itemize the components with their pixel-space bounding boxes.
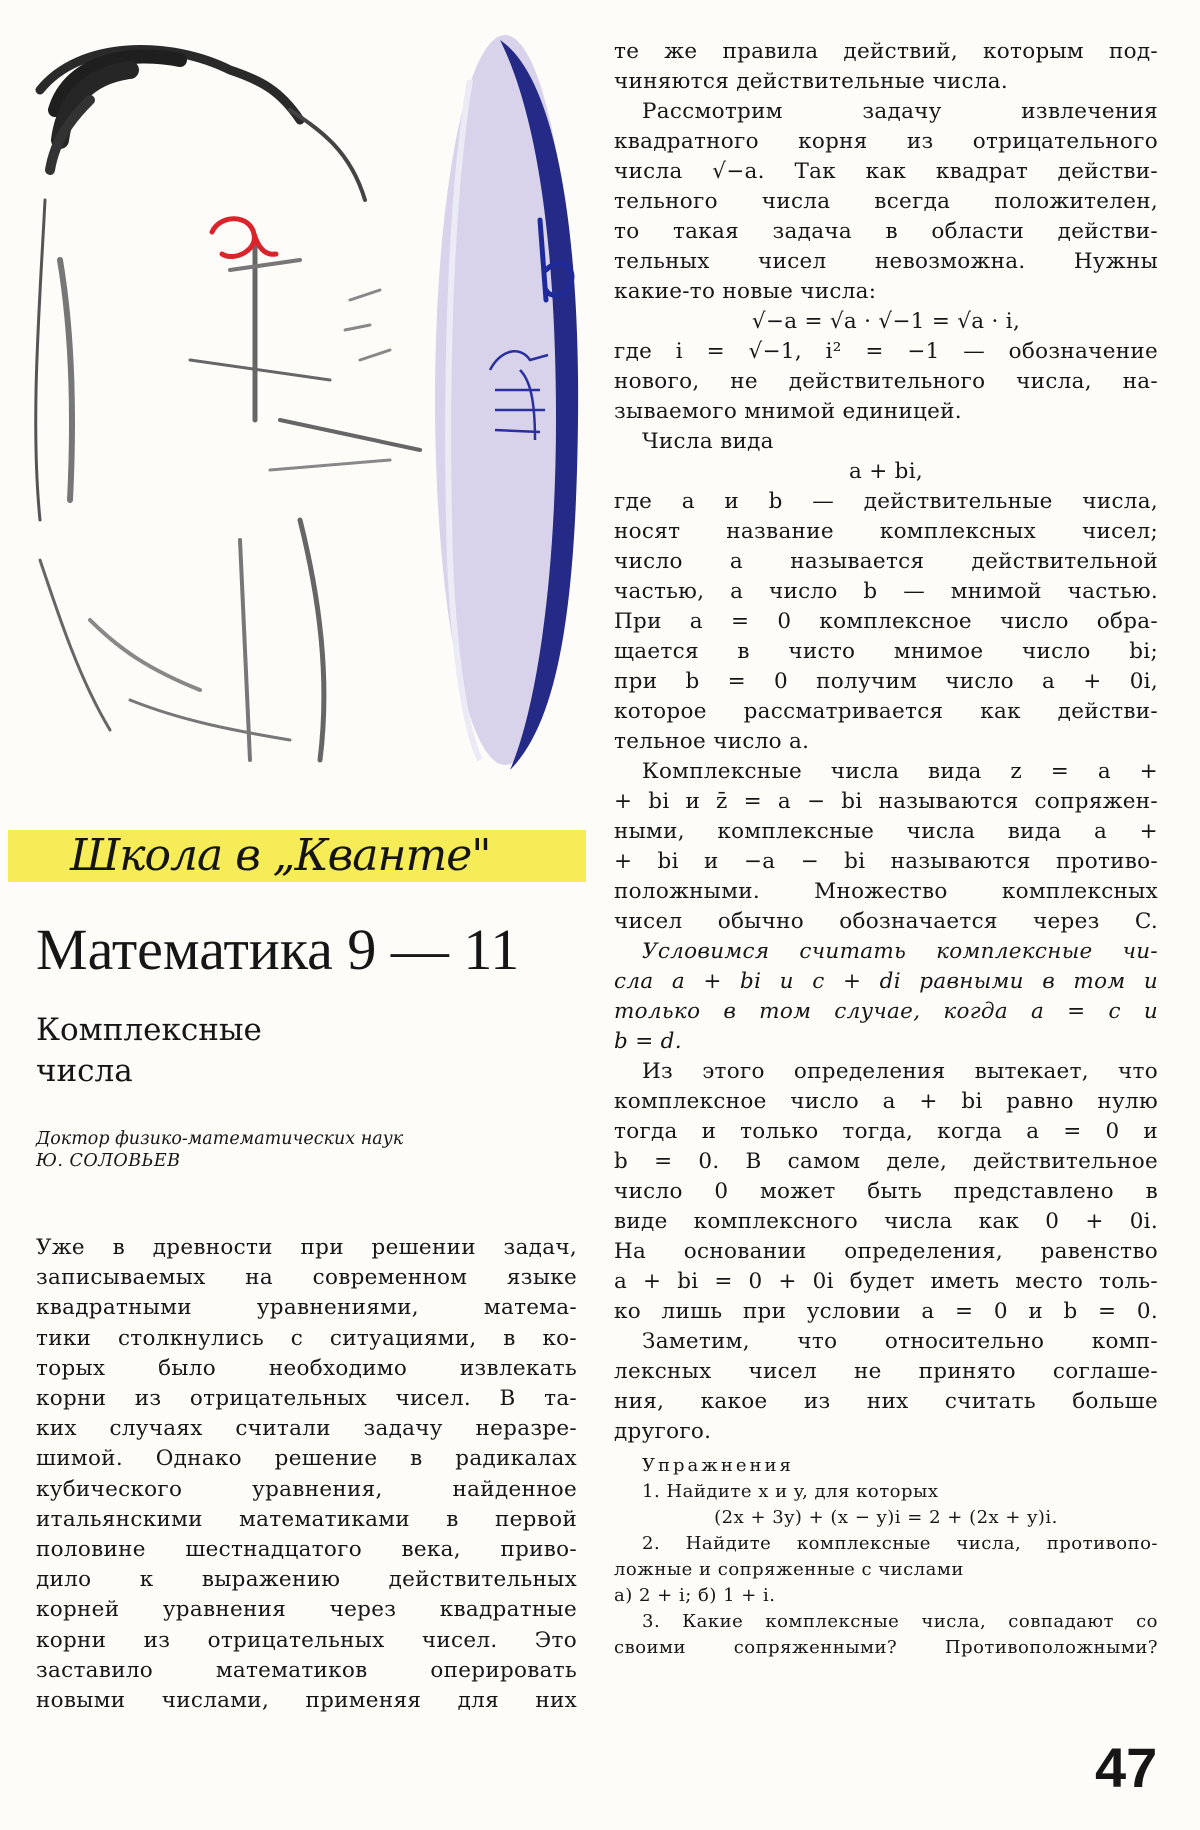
letter-a-red — [212, 219, 276, 257]
body-line: комплексное число a + bi равно нулю — [614, 1089, 1158, 1114]
body-line: то такая задача в области действи- — [614, 219, 1158, 244]
lead-line: записываемых на современном языке — [36, 1265, 577, 1291]
body-line: + bi и −a − bi называются противо- — [614, 849, 1158, 874]
body-line: щается в чисто мнимое число bi; — [614, 639, 1158, 664]
page-title: Математика 9 — 11 — [36, 917, 520, 982]
mirror-oval — [435, 35, 578, 770]
banner-handwritten-title: Школа в „Кванте" — [70, 830, 491, 881]
body-line: b = d. — [614, 1029, 682, 1054]
figure-left-sketch — [36, 50, 420, 760]
formula-sqrt: √−a = √a · √−1 = √a · i, — [751, 309, 1021, 334]
body-line: Условимся считать комплексные чи- — [642, 939, 1158, 964]
body-line: Заметим, что относительно комп- — [642, 1329, 1158, 1354]
lead-line: итальянскими математиками в первой — [36, 1506, 577, 1532]
exercise-formula: (2x + 3y) + (x − y)i = 2 + (2x + y)i. — [714, 1507, 1058, 1528]
body-line: ными, комплексные числа вида a + — [614, 819, 1158, 844]
lead-line: Уже в древности при решении задач, — [36, 1235, 577, 1260]
article-subtitle: Комплексные числа — [36, 1012, 262, 1089]
body-line: число 0 может быть представлено в — [614, 1179, 1158, 1204]
lead-line: корни из отрицательных чисел. В та- — [36, 1386, 577, 1412]
body-line: тельного числа всегда положителен, — [614, 189, 1158, 214]
exercise-line: ложные и сопряженные с числами — [614, 1559, 964, 1580]
exercise-line: 2. Найдите комплексные числа, противопо- — [642, 1533, 1158, 1554]
body-line: + bi и z̄ = a − bi называются сопряжен- — [614, 789, 1158, 814]
body-line: другого. — [614, 1419, 712, 1444]
body-line: какие-то новые числа: — [614, 279, 877, 304]
body-line: числа √−a. Так как квадрат действи- — [614, 159, 1158, 184]
page-number: 47 — [1095, 1736, 1158, 1799]
body-line: при b = 0 получим число a + 0i, — [614, 669, 1158, 694]
lead-line: половине шестнадцатого века, приво- — [36, 1537, 577, 1563]
lead-line: корней уравнения через квадратные — [36, 1597, 577, 1623]
body-line: На основании определения, равенство — [614, 1239, 1158, 1264]
lead-line: ких случаях считали задачу неразре- — [36, 1416, 577, 1442]
lead-line: заставило математиков оперировать — [36, 1657, 577, 1683]
exercise-line: своими сопряженными? Противоположными? — [614, 1637, 1158, 1658]
exercise-line: 1. Найдите x и y, для которых — [642, 1481, 939, 1502]
lead-line: торых было необходимо извлекать — [36, 1355, 577, 1381]
body-line: число a называется действительной — [614, 549, 1158, 574]
body-line: чисел обычно обозначается через C. — [614, 909, 1158, 934]
body-line: где a и b — действительные числа, — [614, 489, 1158, 514]
body-line: тельное число a. — [614, 729, 810, 754]
body-line: ко лишь при условии a = 0 и b = 0. — [614, 1299, 1158, 1324]
body-line: которое рассматривается как действи- — [614, 699, 1158, 724]
body-line: зываемого мнимой единицей. — [614, 399, 962, 424]
lead-line: корни из отрицательных чисел. Это — [36, 1627, 577, 1653]
lead-line: дило к выражению действительных — [36, 1567, 577, 1593]
body-line: сла a + bi и c + di равными в том и — [614, 969, 1158, 994]
lead-paragraph — [36, 1233, 577, 1716]
exercises-heading: Упражнения — [642, 1455, 794, 1476]
body-line: Числа вида — [642, 429, 774, 454]
body-line: где i = √−1, i² = −1 — обозначение — [614, 339, 1158, 364]
body-column — [614, 37, 1158, 1661]
body-line: b = 0. В самом деле, действительное — [614, 1149, 1158, 1174]
lead-line: кубического уравнения, найденное — [36, 1476, 577, 1502]
lead-line: новыми числами, применяя для них — [36, 1688, 577, 1714]
body-line: Рассмотрим задачу извлечения — [642, 99, 1158, 124]
body-line: Из этого определения вытекает, что — [642, 1059, 1158, 1084]
author-name: Ю. СОЛОВЬЕВ — [36, 1151, 181, 1171]
illustration — [0, 0, 600, 800]
body-line: частью, а число b — мнимой частью. — [614, 579, 1158, 604]
body-line: лексных чисел не принято соглаше- — [614, 1359, 1158, 1384]
body-line: Комплексные числа вида z = a + — [642, 759, 1158, 784]
body-line: нового, не действительного числа, на- — [614, 369, 1158, 394]
body-line: положными. Множество комплексных — [614, 879, 1158, 904]
body-line: ния, какое из них считать больше — [614, 1389, 1158, 1414]
body-line: только в том случае, когда a = c и — [614, 999, 1158, 1024]
author-degree: Доктор физико-математических наук — [36, 1129, 404, 1149]
body-line: те же правила действий, которым под- — [614, 39, 1158, 64]
formula-complex: a + bi, — [848, 459, 924, 484]
exercise-line: 3. Какие комплексные числа, совпадают со — [642, 1611, 1158, 1632]
body-line: чиняются действительные числа. — [614, 69, 1009, 94]
body-line: носят название комплексных чисел; — [614, 519, 1158, 544]
body-line: квадратного корня из отрицательного — [614, 129, 1158, 154]
lead-line: шимой. Однако решение в радикалах — [36, 1446, 577, 1472]
exercise-line: а) 2 + i; б) 1 + i. — [614, 1585, 776, 1606]
body-line: a + bi = 0 + 0i будет иметь место толь- — [614, 1269, 1158, 1294]
body-line: виде комплексного числа как 0 + 0i. — [614, 1209, 1158, 1234]
lead-line: тики столкнулись с ситуациями, в ко- — [36, 1325, 577, 1351]
lead-line: квадратными уравнениями, матема- — [36, 1295, 577, 1321]
body-line: При a = 0 комплексное число обра- — [614, 609, 1158, 634]
body-line: тельных чисел невозможна. Нужны — [614, 249, 1158, 274]
body-line: тогда и только тогда, когда a = 0 и — [614, 1119, 1158, 1144]
